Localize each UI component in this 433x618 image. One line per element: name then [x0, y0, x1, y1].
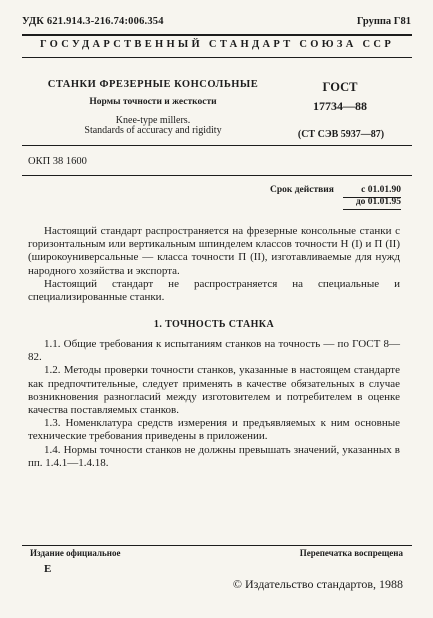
- standard-title: СТАНКИ ФРЕЗЕРНЫЕ КОНСОЛЬНЫЕ: [47, 79, 259, 90]
- validity-label: Срок действия: [270, 185, 334, 195]
- validity-from: с 01.01.90: [361, 185, 401, 195]
- reprint-prohibited-label: Перепечатка воспрещена: [299, 548, 403, 558]
- okp-rule: [22, 175, 412, 176]
- validity-to: до 01.01.95: [355, 197, 401, 207]
- english-title-line-2: Standards of accuracy and rigidity: [84, 125, 222, 136]
- english-title-line-1: Knee-type millers.: [115, 115, 191, 126]
- clause-1-2: 1.2. Методы проверки точности станков, указанные в настоящем стандарте как предпочтительные, следует применять в качестве обязательных в случае возникновения разногласий между изготовителем и потребителем в оценке качества поставляемых станков.: [28, 364, 400, 417]
- intro-text: [28, 225, 400, 304]
- standard-subtitle: Нормы точности и жесткости: [89, 97, 217, 107]
- clause-1-3: 1.3. Номенклатура средств измерения и предъявляемых к ним основные технические требования приведены в приложении.: [28, 417, 400, 443]
- copyright-notice: © Издательство стандартов, 1988: [232, 577, 403, 591]
- gost-label: ГОСТ: [322, 80, 358, 94]
- st-sev-number: (СТ СЭВ 5937—87): [297, 129, 385, 140]
- section-heading: 1. ТОЧНОСТЬ СТАНКА: [153, 319, 275, 330]
- intro-paragraph-2: Настоящий стандарт не распространяется на специальные и специализированные станки.: [28, 277, 400, 304]
- clause-1-4: 1.4. Нормы точности станков не должны превышать значений, указанных в пп. 1.4.1—1.4.18.: [28, 443, 400, 469]
- official-edition-label: Издание официальное: [30, 548, 121, 558]
- udk-code: УДК 621.914.3-216.74:006.354: [22, 16, 164, 27]
- title-block-rule: [22, 145, 412, 146]
- clause-1-1: 1.1. Общие требования к испытаниям станков на точность — по ГОСТ 8—82.: [28, 338, 400, 364]
- footer-rule: [22, 545, 412, 546]
- group-code: Группа Г81: [356, 16, 411, 27]
- state-standard-banner: ГОСУДАРСТВЕННЫЙ СТАНДАРТ СОЮЗА ССР: [39, 39, 395, 50]
- header-rule-bottom: [22, 57, 412, 58]
- header-rule-top: [22, 34, 412, 36]
- validity-to-underline: [343, 209, 401, 210]
- edition-letter: E: [44, 563, 52, 575]
- section-body: [28, 338, 400, 470]
- okp-code: ОКП 38 1600: [28, 156, 87, 167]
- intro-paragraph-1: Настоящий стандарт распространяется на фрезерные консольные станки с горизонтальным или вертикальным шпинделем классов точности Н (I) и П (II) (широкоуниверсальные — класса точности П (II), изготавливаемые для нужд народного хозяйства и экспорта.: [28, 225, 400, 277]
- gost-number: 17734—88: [313, 99, 367, 113]
